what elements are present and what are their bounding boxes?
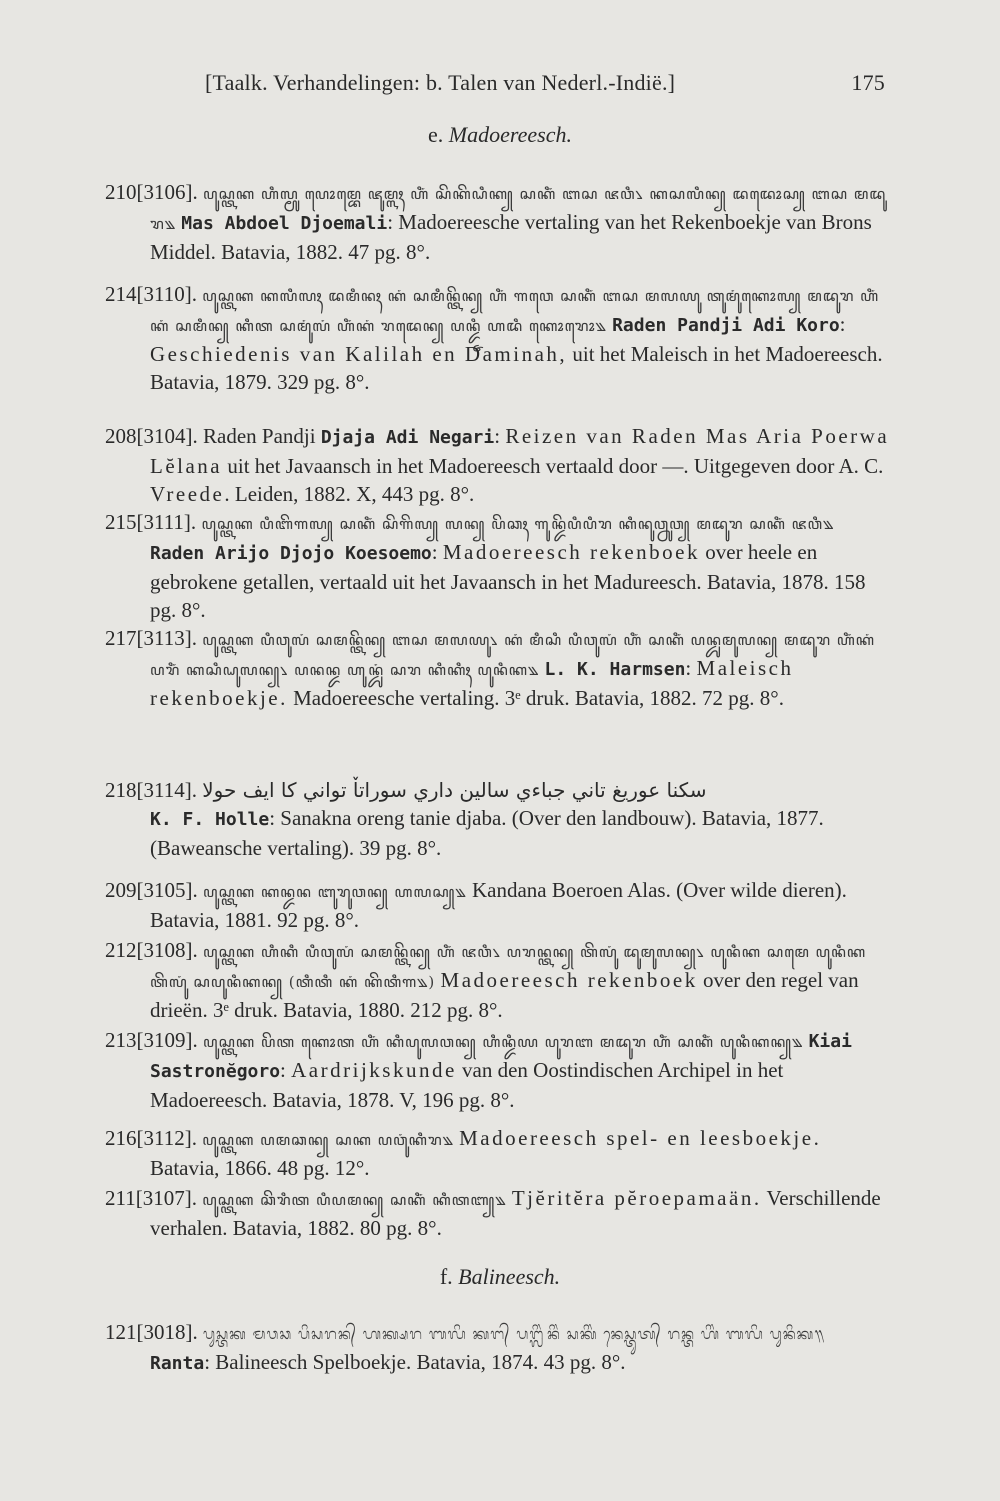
javanese-script-title: ꦥꦸꦱ꧀ꦠꦏ ꦥꦶꦧꦼꦒꦭ꧀ ꦱꦏꦶꦁ ꦱꦼꦒꦼꦭ꧀ ꦭꦤ꧀ ꦥꦼꦕꦃ ꦒꦸꦤ꧀ꦢꦼꦥꦶꦥꦶꦫ ꦏꦶꦤꦸꦮ꧀ꦤꦸꦮ꧀ ꦩꦢꦸꦫ ꦱꦏꦶꦁ ꦗꦮꦶ꧉ (201, 515, 835, 533)
bibliography-entry (105, 776, 890, 862)
entry-title-spaced: Geschiedenis van Kalilah en Daminah, (150, 342, 568, 366)
entry-number: 217[3113]. (105, 626, 197, 650)
javanese-script-title: ꦥꦸꦱ꧀ꦠꦏ ꦲꦶꦏꦶ ꦥꦶꦮꦸꦭꦁ ꦱꦩꦤ꧀ꦠꦼꦤ꧀ ꦲꦶꦁ ꦗꦮꦶ꧈ ꦥꦫꦤ꧀ꦠꦤ꧀ ꦠꦼꦭꦸꦁ ꦢꦸꦩꦸꦭꦤ꧀꧈ ꦥꦸꦤꦶꦏ ꦱꦩꦺ ꦥꦸꦤꦶꦏ ꦠꦼꦭꦸꦁ ꦱꦥꦸꦤꦶꦏꦤ꧀ (ꦠꦶꦠꦶ ꦏꦁ ꦏꦼꦠꦶꦒ꧉) (150, 943, 867, 991)
bibliography-entry: 213[3109]. ꦥꦸꦱ꧀ꦠꦏ ꦥꦼꦠ ꦏꦺꦴꦠ ꦲꦶꦁ ꦏꦶꦥꦸꦭꦮꦤ꧀ ꦲꦶꦤ꧀ꦢꦶꦪ ꦥꦸꦫꦧ ꦩꦢꦸꦫ ꦲꦶꦁ ꦱꦏꦶꦁ ꦥꦸꦤꦶꦏꦤ꧀꧉ Kiai Sastronĕgoro: Aardrijkskunde van den Oostindischen Archipel in het Madoereesch. Batavia, 1878. V, 196 pg. 8°. (105, 1028, 852, 1112)
bibliography-entry (105, 876, 890, 934)
balinese-script-title: ᬧᬸᬲ᭄ᬢᬓ ᬫᬯᬘ ᬧᬶᬲᬭᬦ᭄ ᬳᬓ᭄ᬱᬭ ᬩᬮᬶ ᬓᬗ᭄ ᬧᬗ᭄ᬮᬶᬂᬦᬶᬂ ᬲᬓᬶᬂ ᬦᬾᬲ᭄ᬢᬸᬢ᭄ ᬭᬦ᭄ᬢ ᬳᬶᬂ ᬩᬮᬶ ᬧᬸᬦᬶᬓ᭟ (203, 1325, 825, 1343)
entry-prefix: Raden Pandji (203, 424, 321, 448)
entry-title-spaced: Reizen van Raden Mas Aria Poerwa Lĕlana (150, 424, 890, 478)
entry-text: Verschillende verhalen. Batavia, 1882. 80 pg. 8°. (150, 1186, 881, 1240)
entry-number: 210[3106]. (105, 180, 198, 204)
arabic-script-title: سكنا عوريغ تاني جباءي سالين داري سوراتاٚ تواني كا ايف حولا (202, 778, 707, 802)
bibliography-entry (105, 1184, 890, 1242)
entry-number: 218[3114]. (105, 778, 197, 802)
entry-title-spaced: Aardrijkskunde (291, 1058, 457, 1082)
entry-title-spaced: Madoereesch rekenboek (442, 540, 701, 564)
bibliography-entry (105, 936, 890, 1024)
javanese-script-title: ꦥꦸꦱ꧀ꦠꦏ ꦥꦩꦕꦤ꧀ ꦱꦏ ꦥꦮꦸꦁꦏꦶꦫ꧉ (202, 1131, 454, 1149)
section-heading-balineesch: f. Balineesch. (439, 1264, 561, 1289)
entry-title-spaced: Tjĕritĕra pĕroepamaän. (511, 1186, 762, 1210)
entry-text: over den regel van drieën. 3ᵉ druk. Batavia, 1880. 212 pg. 8°. (150, 968, 859, 1022)
entry-number: 209[3105]. (105, 878, 198, 902)
entry-text: Batavia, 1866. 48 pg. 12°. (150, 1156, 370, 1180)
entry-text: van den Oostindischen Archipel in het Madoereesch. Batavia, 1878. V, 196 pg. 8°. (150, 1058, 784, 1112)
entry-author: L. K. Harmsen (544, 659, 686, 680)
entry-text: Kandana Boeroen Alas. (Over wilde dieren). Batavia, 1881. 92 pg. 8°. (150, 878, 847, 932)
bibliography-entry (105, 178, 890, 266)
bibliography-entry: 214[3110]. ꦥꦸꦱ꧀ꦠꦏ ꦏꦭꦶꦭꦃ ꦢꦩꦶꦤꦃ ꦏꦁ ꦱꦩꦶꦤ꧀ꦠꦼꦤ꧀ ꦲꦶꦁ ꦒꦮꦺ ꦱꦏꦶꦁ ꦧꦱ ꦩꦭꦪꦸ ꦠꦸꦩꦸꦁꦏꦺꦴꦭ꧀ ꦩꦢꦸꦫ ꦲꦶꦁ ꦏꦁ ꦱꦩꦶꦤ꧀ ꦏꦶꦠ ꦱꦩꦸꦁꦭꦁ ꦲꦶꦁꦏꦁ ꦫꦢꦺꦤ꧀ ꦥꦤ꧀ꦢ꧀ꦗꦶ ꦲꦢꦶ ꦏꦺꦴꦫꦺꦴ꧉ Raden Pandji Adi Koro: Geschiedenis van Kalilah en Daminah, uit het Maleisch in het Madoereesch. Batavia, 1879. 329 pg. 8°. (105, 282, 883, 394)
page-number: 175 (851, 70, 885, 95)
javanese-script-title: ꦥꦸꦱ꧀ꦠꦏ ꦏꦭꦶꦭꦃ ꦢꦩꦶꦤꦃ ꦏꦁ ꦱꦩꦶꦤ꧀ꦠꦼꦤ꧀ ꦲꦶꦁ ꦒꦮꦺ ꦱꦏꦶꦁ ꦧꦱ ꦩꦭꦪꦸ ꦠꦸꦩꦸꦁꦏꦺꦴꦭ꧀ ꦩꦢꦸꦫ ꦲꦶꦁ ꦏꦁ ꦱꦩꦶꦤ꧀ ꦏꦶꦠ ꦱꦩꦸꦁꦭꦁ ꦲꦶꦁꦏꦁ ꦫꦢꦺꦤ꧀ ꦥꦤ꧀ꦢ꧀ꦗꦶ ꦲꦢꦶ ꦏꦺꦴꦫꦺꦴ꧉ (150, 287, 880, 335)
entry-number: 211[3107]. (105, 1186, 197, 1210)
bibliography-entry (105, 1318, 890, 1378)
entry-number: 215[3111]. (105, 510, 197, 534)
entry-title-spaced: Madoereesch rekenboek (440, 968, 698, 992)
section-heading-madoereesch: e. Madoereesch. (428, 122, 572, 147)
entry-text: : Madoereesche vertaling van het Rekenboekje van Brons Middel. Batavia, 1882. 47 pg. 8°. (150, 210, 872, 264)
entry-text-2: . Leiden, 1882. X, 443 pg. 8°. (224, 482, 475, 506)
javanese-script-title: ꦥꦸꦱ꧀ꦠꦏ ꦲꦶꦭ꧀ꦩꦸ ꦥꦺꦴꦩ꧀ꦧꦺ ꦗꦸꦩ꧀ꦭꦃ ꦲꦶꦁ ꦱꦼꦏꦼꦝꦶꦏ꧀ ꦱꦏꦶꦁ ꦧꦱ ꦗꦮꦶ꧈ ꦏꦱꦭꦶꦤ꧀ ꦢꦢꦺꦴꦱ꧀ ꦧꦱ ꦩꦢꦸꦫ꧉ (150, 185, 887, 233)
running-header (205, 70, 885, 96)
entry-author: Raden Arijo Djojo Koesoemo (150, 543, 432, 564)
entry-author: Mas Abdoel Djoemali (181, 213, 388, 234)
javanese-script-title: ꦥꦸꦱ꧀ꦠꦏ ꦏꦤ꧀ꦢꦤ ꦧꦸꦫꦸꦮꦤ꧀ ꦲꦭꦱ꧀꧉ (203, 883, 467, 901)
entry-number: 212[3108]. (105, 938, 198, 962)
entry-author: Kiai Sastronĕgoro (150, 1031, 852, 1082)
javanese-script-title: ꦥꦸꦱ꧀ꦠꦏ ꦥꦼꦠ ꦏꦺꦴꦠ ꦲꦶꦁ ꦏꦶꦥꦸꦭꦮꦤ꧀ ꦲꦶꦤ꧀ꦢꦶꦪ ꦥꦸꦫꦧ ꦩꦢꦸꦫ ꦲꦶꦁ ꦱꦏꦶꦁ ꦥꦸꦤꦶꦏꦤ꧀꧉ (203, 1033, 804, 1051)
bibliography-entry: 208[3104]. Raden Pandji Djaja Adi Negari: Reizen van Raden Mas Aria Poerwa Lĕlana uit het Javaansch in het Madoereesch vertaald door —. Uitgegeven door A. C. Vreede. Leiden, 1882. X, 443 pg. 8°. (105, 424, 890, 506)
bibliography-entry: 217[3113]. ꦥꦸꦱ꧀ꦠꦏ ꦥꦶꦮꦸꦭꦁ ꦱꦩꦤ꧀ꦠꦼꦤ꧀ ꦧꦱ ꦩꦭꦪꦸ꧈ ꦏꦁ ꦩꦶꦱꦶ ꦥꦶꦮꦸꦭꦁ ꦲꦶꦁ ꦱꦏꦶꦁ ꦥꦤ꧀ꦢꦸꦩꦸꦭꦤ꧀ ꦩꦢꦸꦫ ꦲꦶꦁꦏꦁ ꦥꦫꦶꦁ ꦏꦱꦶꦝꦸꦭꦤ꧀꧈ ꦥꦤꦤ꧀ꦢ ꦲꦸꦤ꧀ꦢꦸꦁ ꦱꦫ ꦏꦶꦏꦶꦃ ꦥꦸꦤꦶꦏ꧉ L. K. Harmsen: Maleisch rekenboekje. Madoereesche vertaling. 3ᵉ druk. Batavia, 1882. 72 pg. 8°. (105, 626, 875, 710)
entry-number: 121[3018]. (105, 1320, 198, 1344)
running-title: [Taalk. Verhandelingen: b. Talen van Nederl.-Indië.] (205, 70, 676, 95)
entry-number: 214[3110]. (105, 282, 197, 306)
entry-author: Djaja Adi Negari (320, 427, 495, 448)
entry-number: 208[3104]. (105, 424, 198, 448)
entry-text: uit het Javaansch in het Madoereesch vertaald door —. Uitgegeven door A. C. (222, 454, 884, 478)
entry-text: : Balineesch Spelboekje. Batavia, 1874. 43 pg. 8°. (204, 1350, 626, 1374)
entry-editor-spaced: Vreede (150, 482, 225, 506)
entry-author: Raden Pandji Adi Koro (612, 315, 840, 336)
entry-number: 216[3112]. (105, 1126, 197, 1150)
entry-text: Madoereesche vertaling. 3ᵉ druk. Batavia, 1882. 72 pg. 8°. (287, 686, 784, 710)
bibliography-entry (105, 1124, 890, 1182)
entry-text: uit het Maleisch in het Madoereesch. Batavia, 1879. 329 pg. 8°. (150, 342, 883, 394)
javanese-script-title: ꦥꦸꦱ꧀ꦠꦏ ꦥꦶꦮꦸꦭꦁ ꦱꦩꦤ꧀ꦠꦼꦤ꧀ ꦧꦱ ꦩꦭꦪꦸ꧈ ꦏꦁ ꦩꦶꦱꦶ ꦥꦶꦮꦸꦭꦁ ꦲꦶꦁ ꦱꦏꦶꦁ ꦥꦤ꧀ꦢꦸꦩꦸꦭꦤ꧀ ꦩꦢꦸꦫ ꦲꦶꦁꦏꦁ ꦥꦫꦶꦁ ꦏꦱꦶꦝꦸꦭꦤ꧀꧈ ꦥꦤꦤ꧀ꦢ ꦲꦸꦤ꧀ꦢꦸꦁ ꦱꦫ ꦏꦶꦏꦶꦃ ꦥꦸꦤꦶꦏ꧉ (150, 631, 875, 679)
entry-number: 213[3109]. (105, 1028, 198, 1052)
entry-text: : Sanakna oreng tanie djaba. (Over den landbouw). Batavia, 1877. (Baweansche vertaling). 39 pg. 8°. (150, 806, 824, 860)
javanese-script-title: ꦥꦸꦱ꧀ꦠꦏ ꦕꦼꦫꦶꦠ ꦥꦶꦥꦩꦤ꧀ ꦱꦏꦶꦁ ꦏꦶꦠꦧ꧀꧉ (202, 1191, 507, 1209)
entry-title-spaced: Madoereesch spel- en leesboekje. (459, 1126, 822, 1150)
entry-text: over heele en gebrokene getallen, vertaald uit het Javaansch in het Madureesch. Batavia, 1878. 158 pg. 8°. (150, 540, 866, 622)
entry-author: Ranta (150, 1353, 205, 1374)
entry-author: K. F. Holle (150, 809, 270, 830)
bibliography-entry: 215[3111]. ꦥꦸꦱ꧀ꦠꦏ ꦥꦶꦧꦼꦒꦭ꧀ ꦱꦏꦶꦁ ꦱꦼꦒꦼꦭ꧀ ꦭꦤ꧀ ꦥꦼꦕꦃ ꦒꦸꦤ꧀ꦢꦼꦥꦶꦥꦶꦫ ꦏꦶꦤꦸꦮ꧀ꦤꦸꦮ꧀ ꦩꦢꦸꦫ ꦱꦏꦶꦁ ꦗꦮꦶ꧉ Raden Arijo Djojo Koesoemo: Madoereesch rekenboek over heele en gebrokene getallen, vertaald uit het Javaansch in het Madureesch. Batavia, 1878. 158 pg. 8°. (105, 510, 866, 622)
entry-title-spaced: Maleisch rekenboekje. (150, 656, 794, 710)
